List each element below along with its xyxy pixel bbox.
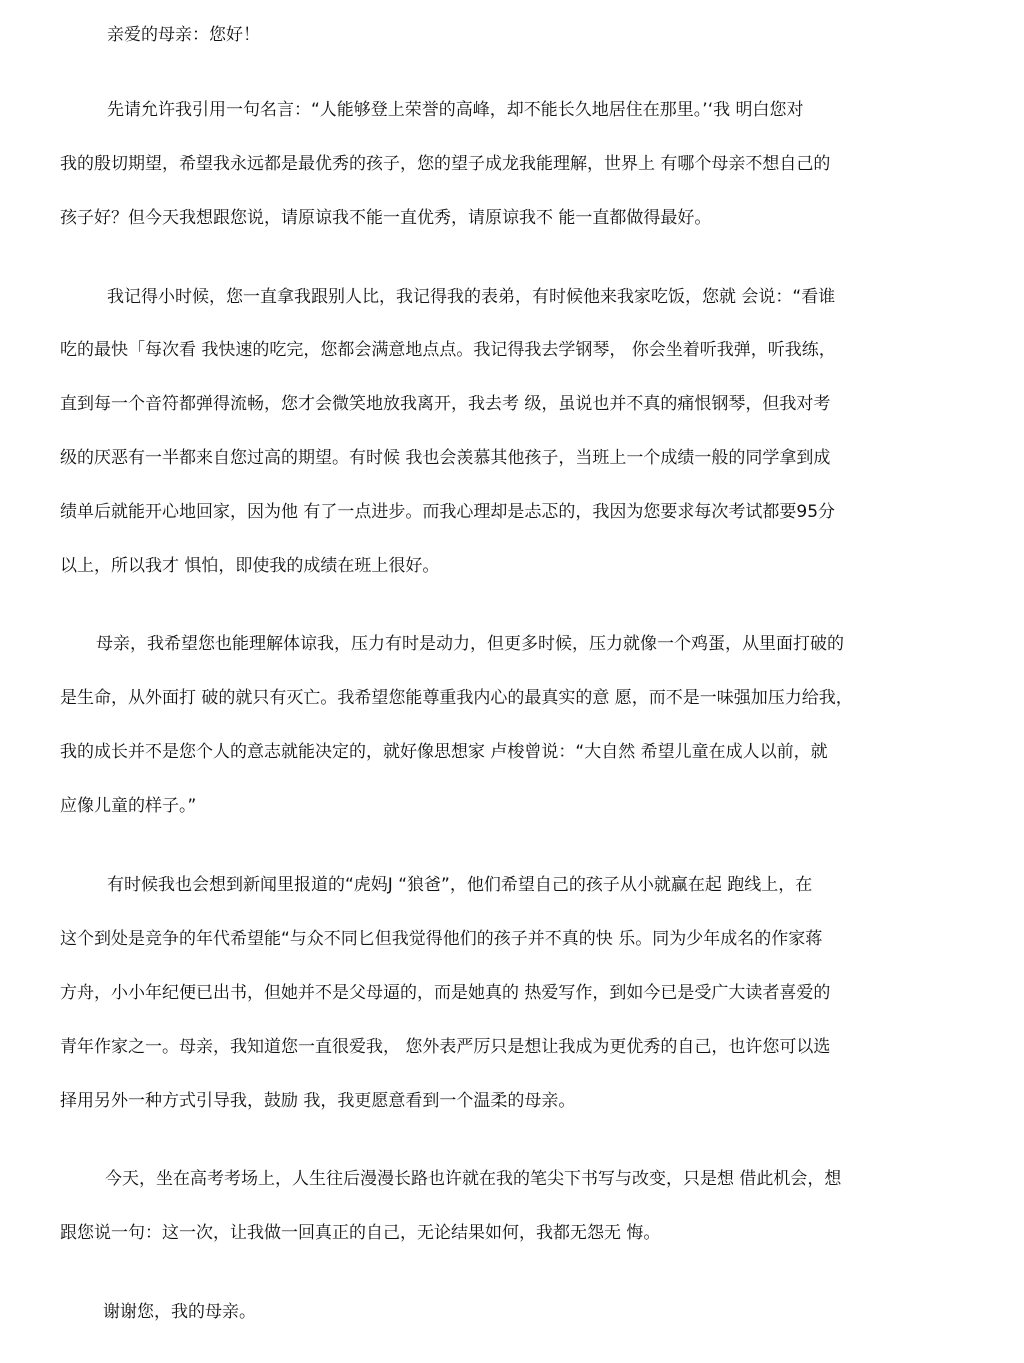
paragraph-1-line-3: 孩子好？但今天我想跟您说，请原谅我不能一直优秀，请原谅我不 能一直都做得最好。 <box>60 208 712 228</box>
paragraph-4-line-3: 方舟，小小年纪便已出书，但她并不是父母逼的，而是她真的 热爱写作，到如今已是受广大读者喜爱的 <box>60 983 831 1003</box>
paragraph-3-line-4: 应像儿童的样子。” <box>60 796 197 816</box>
paragraph-3-line-3: 我的成长并不是您个人的意志就能决定的，就好像思想家 卢梭曾说：“大自然 希望儿童在成人以前，就 <box>60 742 828 762</box>
paragraph-1-line-2: 我的殷切期望，希望我永远都是最优秀的孩子，您的望子成龙我能理解，世界上 有哪个母亲不想自己的 <box>60 154 831 174</box>
paragraph-2-line-4: 级的厌恶有一半都来自您过高的期望。有时候 我也会羡慕其他孩子，当班上一个成绩一般的同学拿到成 <box>60 448 831 468</box>
paragraph-4-line-4: 青年作家之一。母亲，我知道您一直很爱我， 您外表严厉只是想让我成为更优秀的自己，也许您可以选 <box>60 1037 831 1057</box>
closing-line: 谢谢您，我的母亲。 <box>103 1302 256 1322</box>
paragraph-2-line-6: 以上，所以我才 惧怕，即使我的成绩在班上很好。 <box>60 556 440 576</box>
paragraph-3-line-2: 是生命，从外面打 破的就只有灭亡。我希望您能尊重我内心的最真实的意 愿，而不是一味强加压力给我， <box>60 688 853 708</box>
paragraph-2-line-1: 我记得小时候，您一直拿我跟别人比，我记得我的表弟，有时候他来我家吃饭，您就 会说：“看谁 <box>107 287 836 307</box>
paragraph-1-line-1: 先请允许我引用一句名言：“人能够登上荣誉的高峰，却不能长久地居住在那里。’‘我 明白您对 <box>107 100 804 120</box>
paragraph-2-line-3: 直到每一个音符都弹得流畅，您才会微笑地放我离开，我去考 级，虽说也并不真的痛恨钢琴，但我对考 <box>60 394 831 414</box>
paragraph-3-line-1: 母亲，我希望您也能理解体谅我，压力有时是动力，但更多时候，压力就像一个鸡蛋，从里面打破的 <box>96 634 844 654</box>
paragraph-4-line-1: 有时候我也会想到新闻里报道的“虎妈J “狼爸”，他们希望自己的孩子从小就赢在起 跑线上，在 <box>107 875 813 895</box>
paragraph-4-line-2: 这个到处是竞争的年代希望能“与众不同匕但我觉得他们的孩子并不真的快 乐。同为少年成名的作家蒋 <box>60 929 823 949</box>
paragraph-5-line-1: 今天，坐在高考考场上，人生往后漫漫长路也许就在我的笔尖下书写与改变，只是想 借此机会，想 <box>105 1169 842 1189</box>
salutation: 亲爱的母亲：您好！ <box>107 25 260 45</box>
paragraph-4-line-5: 择用另外一种方式引导我，鼓励 我，我更愿意看到一个温柔的母亲。 <box>60 1091 576 1111</box>
paragraph-2-line-2: 吃的最快「每次看 我快速的吃完，您都会满意地点点。我记得我去学钢琴， 你会坐着听我弹，听我练， <box>60 340 836 360</box>
paragraph-5-line-2: 跟您说一句：这一次，让我做一回真正的自己，无论结果如何，我都无怨无 悔。 <box>60 1223 661 1243</box>
paragraph-2-line-5: 绩单后就能开心地回家，因为他 有了一点进步。而我心理却是忐忑的，我因为您要求每次考试都要95分 <box>60 502 836 522</box>
